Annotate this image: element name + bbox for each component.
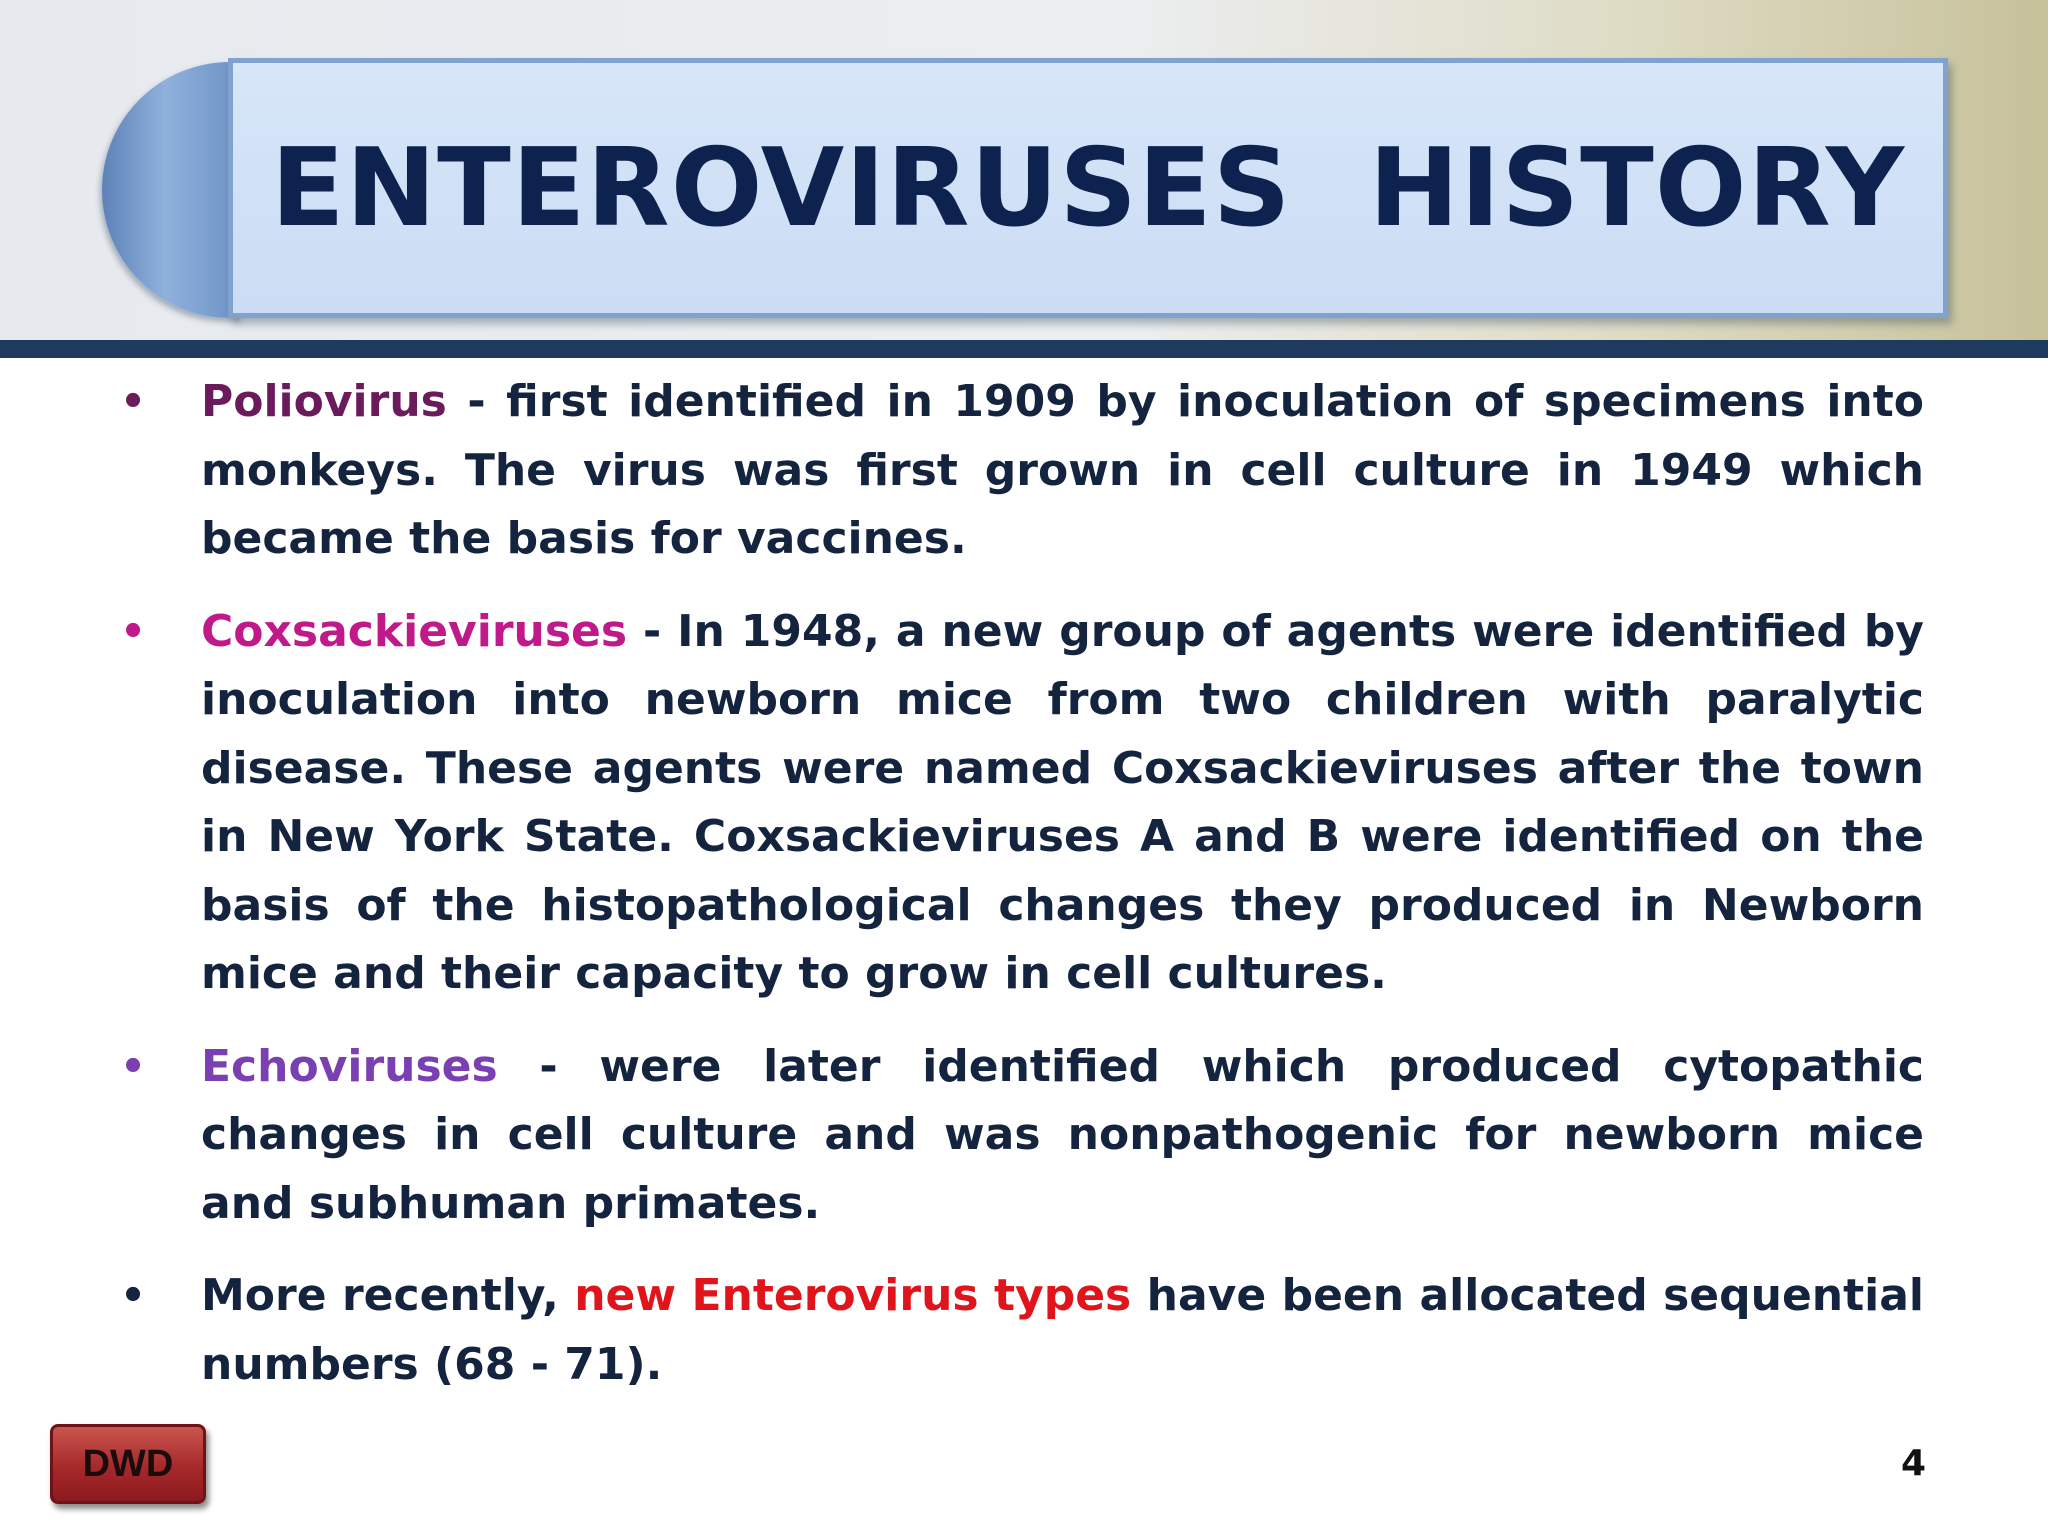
- bullet-text: - In 1948, a new group of agents were identified by inoculation into newborn mice from two children with paralytic disease. These agents were named Coxsackieviruses after the town in New York State. Coxsackieviruses A and B were identified on the basis of the histopathological changes they produced in Newborn mice and their capacity to grow in cell cultures.: [201, 605, 1924, 999]
- bullet-text: have been allocated sequential numbers (68 - 71).: [201, 1270, 1925, 1390]
- term-coxsackieviruses: Coxsackieviruses: [201, 605, 628, 657]
- bullet-text: - first identified in 1909 by inoculation of specimens into monkeys. The virus was first grown in cell culture in 1949 which became the basis for vaccines.: [201, 376, 1924, 564]
- slide-title: ENTEROVIRUSES HISTORY: [270, 125, 1906, 251]
- bullet-poliovirus: [118, 368, 1924, 574]
- title-banner: [228, 58, 1948, 318]
- bullet-coxsackieviruses: [118, 598, 1924, 1009]
- term-echoviruses: Echoviruses: [201, 1040, 498, 1092]
- bullet-prefix: More recently,: [201, 1270, 575, 1321]
- header-divider: [0, 340, 2048, 358]
- bullet-echoviruses: [118, 1033, 1924, 1239]
- bullet-marker: •: [120, 1043, 146, 1090]
- term-new-enterovirus-types: new Enterovirus types: [574, 1270, 1132, 1321]
- dwd-badge-button[interactable]: [50, 1424, 206, 1504]
- bullet-new-types: [118, 1262, 1924, 1399]
- page-number: 4: [1900, 1443, 1926, 1484]
- bullet-marker: •: [120, 379, 146, 425]
- bullet-marker: •: [120, 608, 146, 655]
- bullet-text: - were later identified which produced cytopathic changes in cell culture and was nonpathogenic for newborn mice and subhuman primates.: [201, 1040, 1924, 1229]
- badge-label: DWD: [82, 1442, 174, 1485]
- term-poliovirus: Poliovirus: [201, 376, 447, 427]
- bullet-marker: •: [120, 1273, 146, 1319]
- bullet-list: [118, 368, 1924, 1423]
